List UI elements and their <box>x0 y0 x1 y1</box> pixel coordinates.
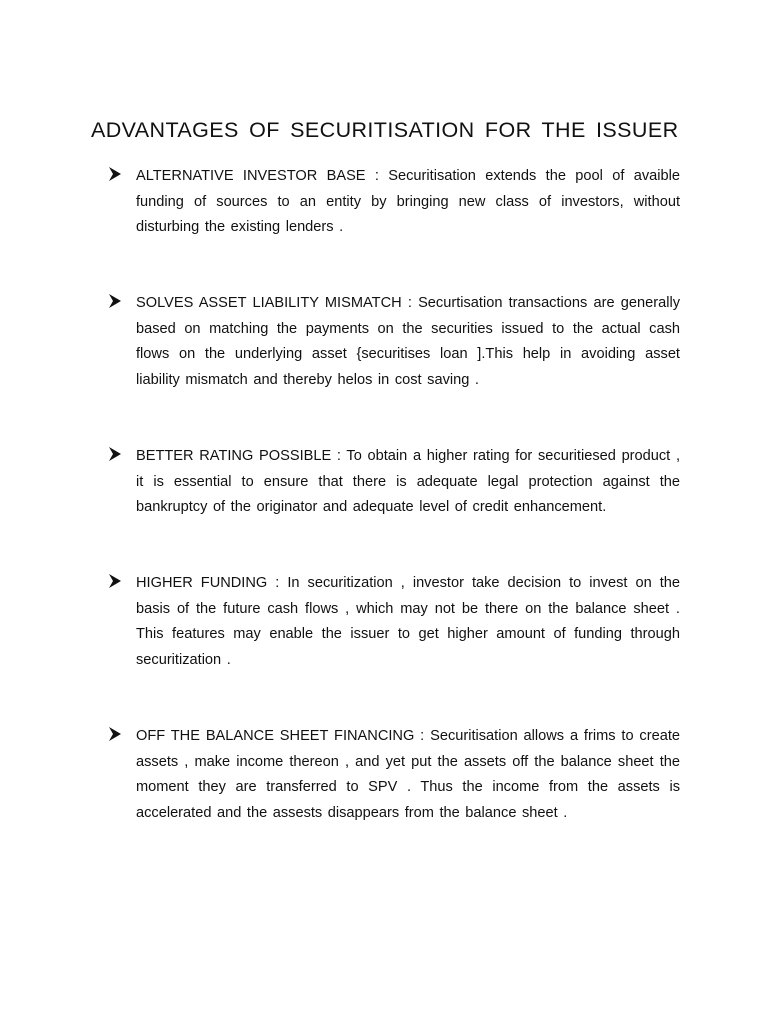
bullet-heading: ALTERNATIVE INVESTOR BASE : <box>136 168 379 184</box>
bullet-heading: OFF THE BALANCE SHEET FINANCING : <box>136 728 425 744</box>
bullet-text <box>136 291 680 393</box>
bullet-item-better-rating-possible <box>108 444 680 521</box>
bullet-heading: SOLVES ASSET LIABILITY MISMATCH : <box>136 295 412 311</box>
bullet-body: Securitisation extends the pool of avaible funding of sources to an entity by bringing new class of investors, without disturbing the existing lenders . <box>136 168 680 235</box>
arrowhead-bullet-icon <box>108 166 122 182</box>
bullet-text <box>136 444 680 521</box>
bullet-text <box>136 724 680 826</box>
arrowhead-bullet-icon <box>108 726 122 742</box>
bullet-item-higher-funding <box>108 571 680 673</box>
bullet-heading: HIGHER FUNDING : <box>136 575 280 591</box>
bullet-body: Securitisation allows a frims to create assets , make income thereon , and yet put the assets off the balance sheet the moment they are transferred to SPV . Thus the income from the assets is accelerated and the assests disappears from the balance sheet . <box>136 728 680 821</box>
bullet-text <box>136 571 680 673</box>
document-title: ADVANTAGES OF SECURITISATION FOR THE ISSUER <box>91 118 679 142</box>
bullet-body: To obtain a higher rating for securitiesed product , it is essential to ensure that there is adequate legal protection against the bankruptcy of the originator and adequate level of credit enhancement. <box>136 448 680 515</box>
bullet-body: In securitization , investor take decision to invest on the basis of the future cash flows , which may not be there on the balance sheet . This features may enable the issuer to get higher amount of funding through securitization . <box>136 575 680 668</box>
bullet-heading: BETTER RATING POSSIBLE : <box>136 448 341 464</box>
arrowhead-bullet-icon <box>108 293 122 309</box>
bullet-text <box>136 164 680 241</box>
arrowhead-bullet-icon <box>108 446 122 462</box>
bullet-item-alternative-investor-base <box>108 164 680 241</box>
bullet-body: Securtisation transactions are generally based on matching the payments on the securities issued to the actual cash flows on the underlying asset {securitises loan ].This help in avoiding asset liability mismatch and thereby helos in cost saving . <box>136 295 680 388</box>
bullet-item-off-balance-sheet-financing <box>108 724 680 826</box>
arrowhead-bullet-icon <box>108 573 122 589</box>
bullet-item-solves-asset-liability-mismatch <box>108 291 680 393</box>
